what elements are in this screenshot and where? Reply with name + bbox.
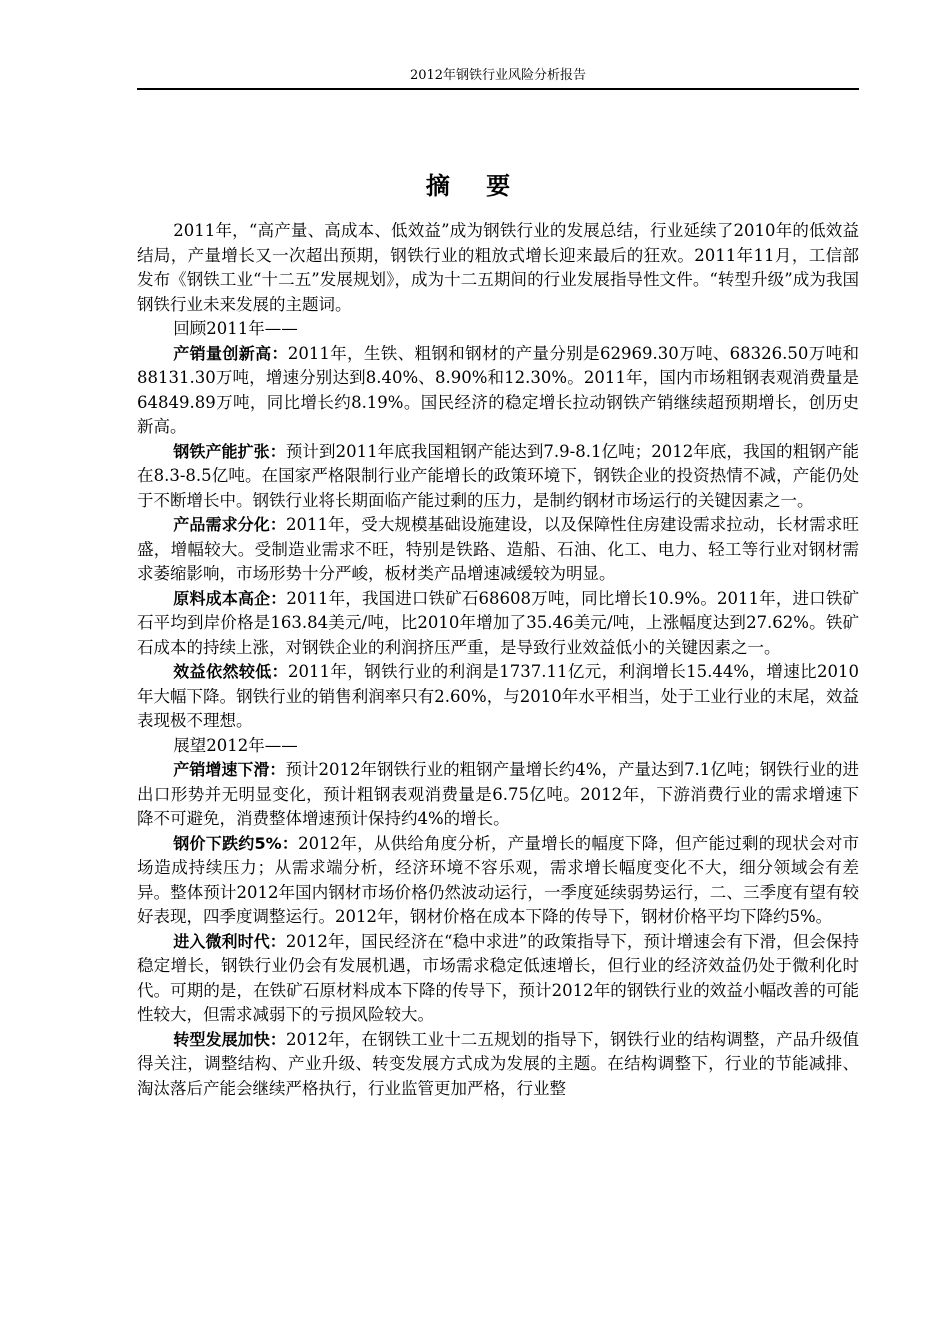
review-label: 钢铁产能扩张： xyxy=(173,441,286,461)
outlook-paragraph xyxy=(137,1028,859,1102)
review-paragraph xyxy=(137,342,859,440)
review-heading: 回顾2011年—— xyxy=(173,319,298,338)
document-body xyxy=(137,219,859,1101)
outlook-label: 产销增速下滑： xyxy=(173,760,286,779)
outlook-label: 钢价下跌约5%： xyxy=(173,833,299,853)
review-text: 2011年，受大规模基础设施建设，以及保障性住房建设需求拉动，长材需求旺盛，增幅较大。受制造业需求不旺，特别是铁路、造船、石油、化工、电力、轻工等行业对钢材需求萎缩影响，市场形势十分严峻，板材类产品增速减缓较为明显。 xyxy=(137,515,859,583)
outlook-text: 2012年，在钢铁工业十二五规划的指导下，钢铁行业的结构调整，产品升级值得关注，调整结构、产业升级、转变发展方式成为发展的主题。在结构调整下，行业的节能减排、淘汰落后产能会继续严格执行，行业监管更加严格，行业整 xyxy=(137,1029,859,1098)
outlook-paragraph xyxy=(137,832,859,930)
outlook-label: 进入微利时代： xyxy=(173,931,286,951)
review-label: 产品需求分化： xyxy=(173,515,286,534)
outlook-label: 转型发展加快： xyxy=(173,1029,286,1049)
review-paragraph xyxy=(137,440,859,514)
review-paragraph xyxy=(137,660,859,734)
review-text: 预计到2011年底我国粗钢产能达到7.9-8.1亿吨；2012年底，我国的粗钢产能在8.3-8.5亿吨。在国家严格限制行业产能增长的政策环境下，钢铁企业的投资热情不减，产能仍处于不断增长中。钢铁行业将长期面临产能过剩的压力，是制约钢材市场运行的关键因素之一。 xyxy=(137,441,859,510)
outlook-text: 预计2012年钢铁行业的粗钢产量增长约4%，产量达到7.1亿吨；钢铁行业的进出口形势并无明显变化，预计粗钢表观消费量是6.75亿吨。2012年，下游消费行业的需求增速下降不可避免，消费整体增速预计保持约4%的增长。 xyxy=(137,760,859,828)
outlook-heading: 展望2012年—— xyxy=(173,735,298,755)
review-text: 2011年，我国进口铁矿石68608万吨，同比增长10.9%。2011年，进口铁矿石平均到岸价格是163.84美元/吨，比2010年增加了35.46美元/吨，上涨幅度达到27.62%。铁矿石成本的持续上涨，对钢铁企业的利润挤压严重，是导致行业效益低小的关键因素之一。 xyxy=(137,588,859,657)
review-paragraph xyxy=(137,513,859,587)
outlook-text: 2012年，国民经济在“稳中求进”的政策指导下，预计增速会有下滑，但会保持稳定增长，钢铁行业仍会有发展机遇，市场需求稳定低速增长，但行业的经济效益仍处于微利化时代。可期的是，在铁矿石原材料成本下降的传导下，预计2012年的钢铁行业的效益小幅改善的可能性较大，但需求减弱下的亏损风险较大。 xyxy=(137,931,859,1024)
review-text: 2011年，生铁、粗钢和钢材的产量分别是62969.30万吨、68326.50万吨和88131.30万吨，增速分别达到8.40%、8.90%和12.30%。2011年，国内市场粗钢表观消费量是64849.89万吨，同比增长约8.19%。国民经济的稳定增长拉动钢铁产销继续超预期增长，创历史新高。 xyxy=(137,343,859,436)
review-paragraph xyxy=(137,587,859,661)
outlook-paragraph xyxy=(137,758,859,832)
page-header xyxy=(137,66,859,90)
review-label: 原料成本高企： xyxy=(173,588,287,608)
outlook-paragraph xyxy=(137,930,859,1028)
review-label: 产销量创新高： xyxy=(173,343,288,363)
outlook-text: 2012年，从供给角度分析，产量增长的幅度下降，但产能过剩的现状会对市场造成持续压力；从需求端分析，经济环境不容乐观，需求增长幅度变化不大，细分领域会有差异。整体预计2012年国内钢材市场价格仍然波动运行，一季度延续弱势运行，二、三季度有望有较好表现，四季度调整运行。2012年，钢材价格在成本下降的传导下，钢材价格平均下降约5%。 xyxy=(137,833,859,926)
page-title: 摘 要 xyxy=(425,172,525,200)
review-text: 2011年，钢铁行业的利润是1737.11亿元，利润增长15.44%，增速比2010年大幅下降。钢铁行业的销售利润率只有2.60%，与2010年水平相当，处于工业行业的末尾，效益表现极不理想。 xyxy=(137,662,859,730)
review-label: 效益依然较低： xyxy=(173,662,289,681)
header-text: 2012年钢铁行业风险分析报告 xyxy=(409,68,587,83)
intro-paragraph: 2011年，“高产量、高成本、低效益”成为钢铁行业的发展总结，行业延续了2010年的低效益结局，产量增长又一次超出预期，钢铁行业的粗放式增长迎来最后的狂欢。2011年11月，工信部发布《钢铁工业“十二五”发展规划》，成为十二五期间的行业发展指导性文件。“转型升级”成为我国钢铁行业未来发展的主题词。 xyxy=(137,221,859,314)
